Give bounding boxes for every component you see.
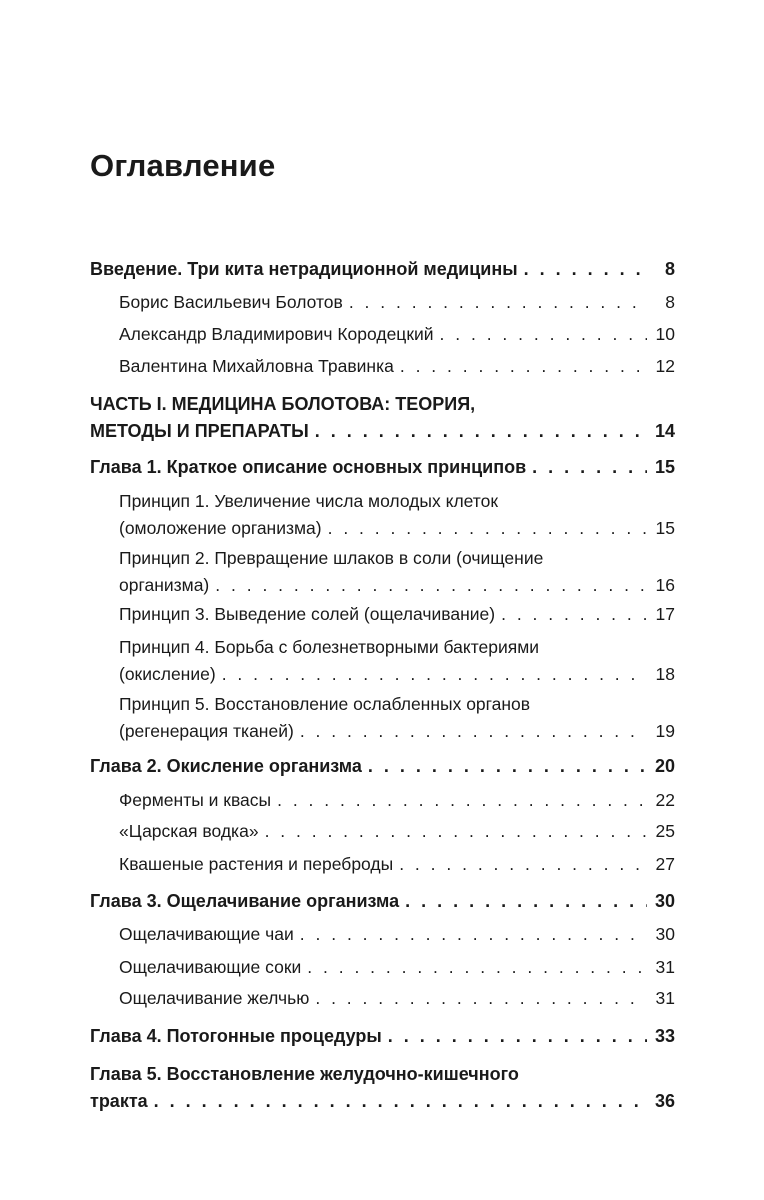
toc-page-number: 31: [655, 957, 675, 977]
toc-label: (регенерация тканей): [119, 721, 294, 741]
toc-label-line-1: ЧАСТЬ I. МЕДИЦИНА БОЛОТОВА: ТЕОРИЯ,: [90, 394, 476, 414]
toc-entry-korodetsky[interactable]: [119, 321, 675, 348]
toc-entry-travinka[interactable]: [119, 353, 675, 380]
toc-label: (омоложение организма): [119, 518, 322, 538]
leader-dots: [315, 985, 647, 1012]
toc-label: Ощелачивание желчью: [119, 988, 310, 1008]
toc-label-line-1: Принцип 1. Увеличение числа молодых клеток: [119, 491, 499, 511]
toc-entry-part-1[interactable]: [90, 391, 675, 445]
toc-label: «Царская водка»: [119, 821, 259, 841]
toc-page-number: 14: [654, 421, 675, 441]
toc-page-number: 10: [655, 324, 675, 344]
leader-dots: [399, 851, 647, 878]
toc-page-number: 12: [655, 356, 675, 376]
toc-entry-bolotov[interactable]: [119, 289, 675, 316]
leader-dots: [368, 753, 647, 780]
toc-page-number: 20: [654, 756, 675, 776]
toc-label: Ощелачивающие соки: [119, 957, 302, 977]
toc-entry-chapter-2[interactable]: [90, 753, 675, 780]
toc-label: МЕТОДЫ И ПРЕПАРАТЫ: [90, 421, 309, 441]
leader-dots: [388, 1023, 647, 1050]
toc-page-number: 16: [655, 575, 675, 595]
toc-label: Глава 3. Ощелачивание организма: [90, 891, 400, 911]
toc-label: (окисление): [119, 664, 216, 684]
toc-page-number: 18: [655, 664, 675, 684]
toc-entry-tsarskaya-vodka[interactable]: [119, 818, 675, 845]
toc-page-number: 30: [655, 924, 675, 944]
toc-entry-principle-4[interactable]: [119, 634, 675, 688]
leader-dots: [328, 515, 647, 542]
toc-page-number: 19: [655, 721, 675, 741]
leader-dots: [307, 954, 647, 981]
toc-label-line-1: Глава 5. Восстановление желудочно-кишечного: [90, 1064, 519, 1084]
toc-label: тракта: [90, 1091, 148, 1111]
toc-page-number: 36: [654, 1091, 675, 1111]
toc-entry-principle-2[interactable]: [119, 545, 675, 599]
toc-page-number: 30: [654, 891, 675, 911]
toc-entry-chapter-1[interactable]: [90, 454, 675, 481]
toc-page-number: 33: [654, 1026, 675, 1046]
leader-dots: [215, 572, 647, 599]
toc-entry-chapter-4[interactable]: [90, 1023, 675, 1050]
toc-page-number: 17: [655, 604, 675, 624]
toc-label-line-1: Принцип 5. Восстановление ослабленных органов: [119, 694, 531, 714]
toc-page-number: 22: [655, 790, 675, 810]
toc-label: Глава 1. Краткое описание основных принципов: [90, 457, 527, 477]
toc-label: Александр Владимирович Кородецкий: [119, 324, 434, 344]
toc-entry-alkaline-juices[interactable]: [119, 954, 675, 981]
toc-entry-enzymes[interactable]: [119, 787, 675, 814]
leader-dots: [315, 418, 647, 445]
toc-label: Валентина Михайловна Травинка: [119, 356, 394, 376]
toc-entry-chapter-3[interactable]: [90, 888, 675, 915]
toc-entry-fermented-plants[interactable]: [119, 851, 675, 878]
toc-page-number: 8: [665, 292, 675, 312]
page-title: Оглавление: [90, 148, 276, 183]
toc-entry-chapter-5[interactable]: [90, 1061, 675, 1115]
leader-dots: [222, 661, 647, 688]
toc-label: организма): [119, 575, 210, 595]
toc-label: Квашеные растения и переброды: [119, 854, 394, 874]
toc-label: Принцип 3. Выведение солей (ощелачивание): [119, 604, 496, 624]
toc-label: Глава 2. Окисление организма: [90, 756, 362, 776]
toc-label-line-1: Принцип 4. Борьба с болезнетворными бактериями: [119, 637, 540, 657]
toc-entry-principle-1[interactable]: [119, 488, 675, 542]
toc-entry-principle-5[interactable]: [119, 691, 675, 745]
leader-dots: [154, 1088, 647, 1115]
toc-page-number: 27: [655, 854, 675, 874]
toc-page-number: 8: [664, 259, 675, 279]
toc-label: Ощелачивающие чаи: [119, 924, 294, 944]
toc-label: Борис Васильевич Болотов: [119, 292, 343, 312]
leader-dots: [524, 256, 647, 283]
toc-entry-bile-alkalization[interactable]: [119, 985, 675, 1012]
leader-dots: [400, 353, 647, 380]
toc-label: Ферменты и квасы: [119, 790, 272, 810]
toc-label: Глава 4. Потогонные процедуры: [90, 1026, 382, 1046]
toc-page-number: 31: [655, 988, 675, 1008]
leader-dots: [440, 321, 647, 348]
leader-dots: [300, 718, 647, 745]
toc-page-number: 15: [655, 518, 675, 538]
leader-dots: [349, 289, 647, 316]
toc-page-number: 25: [655, 821, 675, 841]
leader-dots: [300, 921, 647, 948]
toc-entry-principle-3[interactable]: [119, 601, 675, 628]
leader-dots: [501, 601, 647, 628]
toc-page-number: 15: [654, 457, 675, 477]
leader-dots: [405, 888, 647, 915]
toc-entry-introduction[interactable]: [90, 256, 675, 283]
leader-dots: [532, 454, 647, 481]
leader-dots: [265, 818, 647, 845]
toc-label: Введение. Три кита нетрадиционной медицины: [90, 259, 518, 279]
leader-dots: [277, 787, 647, 814]
toc-label-line-1: Принцип 2. Превращение шлаков в соли (очищение: [119, 548, 544, 568]
toc-entry-alkaline-teas[interactable]: [119, 921, 675, 948]
